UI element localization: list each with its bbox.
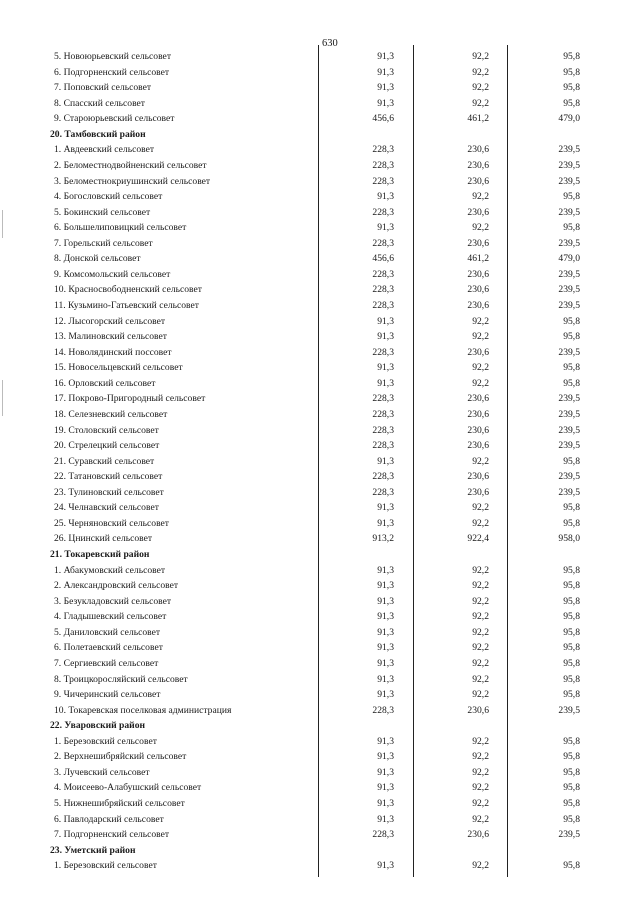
row-name: 13. Малиновский сельсовет <box>54 331 167 343</box>
table-row <box>0 438 640 454</box>
value-col-1: 228,3 <box>372 175 394 187</box>
row-name: 22. Татановский сельсовет <box>54 471 163 483</box>
row-name: 8. Спасский сельсовет <box>54 97 146 109</box>
row-name: 21. Суравский сельсовет <box>54 455 155 467</box>
row-name: 8. Троицкоросляйский сельсовет <box>54 673 188 685</box>
value-col-3: 239,5 <box>558 440 580 452</box>
row-name: 5. Нижнешибряйский сельсовет <box>54 798 185 809</box>
value-col-1: 91,3 <box>377 766 394 778</box>
value-col-1: 91,3 <box>377 782 394 794</box>
table-row <box>0 780 640 796</box>
value-col-3: 239,5 <box>558 268 580 280</box>
value-col-3: 239,5 <box>558 206 580 218</box>
value-col-3: 95,8 <box>563 51 580 62</box>
row-name: 21. Токаревский район <box>50 549 150 560</box>
value-col-2: 230,6 <box>467 471 489 483</box>
value-col-2: 92,2 <box>472 191 489 203</box>
value-col-1: 228,3 <box>372 284 394 296</box>
row-name: 9. Староюрьевский сельсовет <box>54 113 175 125</box>
value-col-2: 92,2 <box>472 673 489 685</box>
row-name: 17. Покрово-Пригородный сельсовет <box>54 393 206 405</box>
value-col-1: 228,3 <box>372 829 394 841</box>
row-name: 5. Новоюрьевский сельсовет <box>54 51 172 62</box>
value-col-3: 239,5 <box>558 486 580 498</box>
value-col-1: 228,3 <box>372 300 394 311</box>
value-col-1: 228,3 <box>372 440 394 452</box>
row-name: 5. Даниловский сельсовет <box>54 626 161 638</box>
value-col-3: 239,5 <box>558 393 580 405</box>
value-col-2: 92,2 <box>472 689 489 701</box>
district-header-row <box>0 547 640 563</box>
row-name: 6. Павлодарский сельсовет <box>54 813 164 825</box>
value-col-3: 95,8 <box>563 331 580 343</box>
value-col-2: 92,2 <box>472 377 489 389</box>
value-col-2: 92,2 <box>472 611 489 623</box>
value-col-2: 461,2 <box>467 253 489 265</box>
allocation-table <box>0 49 640 874</box>
value-col-1: 228,3 <box>372 424 394 436</box>
value-col-2: 92,2 <box>472 362 489 374</box>
value-col-2: 92,2 <box>472 97 489 109</box>
value-col-1: 228,3 <box>372 408 394 420</box>
table-row <box>0 703 640 719</box>
table-row <box>0 236 640 252</box>
value-col-3: 95,8 <box>563 735 580 747</box>
value-col-1: 91,3 <box>377 51 394 62</box>
value-col-1: 91,3 <box>377 377 394 389</box>
row-name: 3. Безукладовский сельсовет <box>54 595 172 607</box>
value-col-2: 92,2 <box>472 657 489 669</box>
table-row <box>0 578 640 594</box>
table-row <box>0 267 640 283</box>
value-col-2: 230,6 <box>467 144 489 156</box>
table-row <box>0 220 640 236</box>
value-col-1: 228,3 <box>372 346 394 358</box>
value-col-1: 91,3 <box>377 97 394 109</box>
table-row <box>0 500 640 516</box>
table-row <box>0 656 640 672</box>
row-name: 3. Лучевский сельсовет <box>54 766 150 778</box>
value-col-3: 239,5 <box>558 424 580 436</box>
table-row <box>0 531 640 547</box>
value-col-2: 230,6 <box>467 300 489 311</box>
value-col-1: 228,3 <box>372 486 394 498</box>
value-col-1: 228,3 <box>372 237 394 249</box>
value-col-3: 239,5 <box>558 704 580 716</box>
value-col-2: 92,2 <box>472 798 489 809</box>
value-col-1: 91,3 <box>377 611 394 623</box>
value-col-1: 91,3 <box>377 191 394 203</box>
value-col-1: 456,6 <box>372 113 394 125</box>
value-col-1: 456,6 <box>372 253 394 265</box>
row-name: 6. Подгорненский сельсовет <box>54 66 170 78</box>
value-col-2: 92,2 <box>472 735 489 747</box>
value-col-3: 95,8 <box>563 595 580 607</box>
value-col-2: 92,2 <box>472 642 489 654</box>
value-col-3: 95,8 <box>563 66 580 78</box>
value-col-3: 95,8 <box>563 751 580 763</box>
value-col-2: 92,2 <box>472 51 489 62</box>
value-col-1: 91,3 <box>377 595 394 607</box>
row-name: 8. Донской сельсовет <box>54 253 141 265</box>
row-name: 4. Богословский сельсовет <box>54 191 163 203</box>
table-row <box>0 827 640 843</box>
row-name: 4. Моисеево-Алабушский сельсовет <box>54 782 202 794</box>
value-col-2: 230,6 <box>467 268 489 280</box>
value-col-2: 92,2 <box>472 455 489 467</box>
value-col-3: 95,8 <box>563 362 580 374</box>
row-name: 9. Чичеринский сельсовет <box>54 689 161 701</box>
row-name: 10. Красносвободненский сельсовет <box>54 284 202 296</box>
row-name: 7. Сергиевский сельсовет <box>54 657 159 669</box>
value-col-2: 230,6 <box>467 829 489 841</box>
table-row <box>0 563 640 579</box>
value-col-2: 92,2 <box>472 766 489 778</box>
table-row <box>0 858 640 874</box>
value-col-1: 91,3 <box>377 362 394 374</box>
table-row <box>0 516 640 532</box>
table-row <box>0 49 640 65</box>
value-col-3: 95,8 <box>563 97 580 109</box>
value-col-1: 228,3 <box>372 206 394 218</box>
table-row <box>0 314 640 330</box>
row-name: 10. Токаревская поселковая администрация <box>54 704 232 716</box>
value-col-1: 91,3 <box>377 222 394 234</box>
row-name: 25. Черняновский сельсовет <box>54 517 169 529</box>
value-col-3: 479,0 <box>558 113 580 125</box>
table-row <box>0 812 640 828</box>
value-col-1: 91,3 <box>377 82 394 94</box>
table-row <box>0 65 640 81</box>
value-col-2: 92,2 <box>472 813 489 825</box>
row-name: 16. Орловский сельсовет <box>54 377 156 389</box>
value-col-2: 230,6 <box>467 424 489 436</box>
value-col-1: 91,3 <box>377 860 394 872</box>
row-name: 9. Комсомольский сельсовет <box>54 268 171 280</box>
table-row <box>0 640 640 656</box>
value-col-3: 239,5 <box>558 237 580 249</box>
value-col-3: 95,8 <box>563 564 580 576</box>
value-col-3: 95,8 <box>563 689 580 701</box>
table-row <box>0 765 640 781</box>
value-col-3: 95,8 <box>563 860 580 872</box>
value-col-1: 91,3 <box>377 813 394 825</box>
table-row <box>0 485 640 501</box>
value-col-1: 91,3 <box>377 502 394 514</box>
value-col-1: 91,3 <box>377 626 394 638</box>
value-col-3: 95,8 <box>563 766 580 778</box>
value-col-3: 95,8 <box>563 222 580 234</box>
table-row <box>0 469 640 485</box>
value-col-2: 92,2 <box>472 66 489 78</box>
value-col-3: 239,5 <box>558 471 580 483</box>
value-col-1: 228,3 <box>372 704 394 716</box>
value-col-3: 95,8 <box>563 315 580 327</box>
value-col-3: 239,5 <box>558 829 580 841</box>
value-col-2: 230,6 <box>467 393 489 405</box>
value-col-3: 95,8 <box>563 517 580 529</box>
value-col-3: 95,8 <box>563 611 580 623</box>
row-name: 20. Тамбовский район <box>50 128 146 140</box>
value-col-1: 228,3 <box>372 268 394 280</box>
row-name: 11. Кузьмино-Гатьевский сельсовет <box>54 300 199 311</box>
value-col-3: 479,0 <box>558 253 580 265</box>
row-name: 7. Поповский сельсовет <box>54 82 152 94</box>
table-row <box>0 672 640 688</box>
value-col-1: 91,3 <box>377 798 394 809</box>
value-col-3: 239,5 <box>558 300 580 311</box>
value-col-3: 95,8 <box>563 377 580 389</box>
value-col-1: 91,3 <box>377 315 394 327</box>
value-col-2: 92,2 <box>472 626 489 638</box>
page-number: 630 <box>322 38 338 49</box>
row-name: 24. Челнавский сельсовет <box>54 502 159 514</box>
row-name: 7. Подгорненский сельсовет <box>54 829 170 841</box>
value-col-2: 92,2 <box>472 331 489 343</box>
row-name: 7. Горельский сельсовет <box>54 237 153 249</box>
value-col-2: 92,2 <box>472 502 489 514</box>
row-name: 23. Тулиновский сельсовет <box>54 486 164 498</box>
row-name: 2. Александровский сельсовет <box>54 580 179 592</box>
table-row <box>0 454 640 470</box>
table-row <box>0 687 640 703</box>
row-name: 12. Лысогорский сельсовет <box>54 315 166 327</box>
value-col-2: 230,6 <box>467 159 489 171</box>
value-col-3: 95,8 <box>563 82 580 94</box>
table-row <box>0 376 640 392</box>
value-col-1: 91,3 <box>377 751 394 763</box>
row-name: 1. Абакумовский сельсовет <box>54 564 166 576</box>
value-col-1: 91,3 <box>377 331 394 343</box>
value-col-3: 95,8 <box>563 191 580 203</box>
table-row <box>0 345 640 361</box>
value-col-2: 92,2 <box>472 595 489 607</box>
value-col-1: 91,3 <box>377 642 394 654</box>
value-col-2: 922,4 <box>467 533 489 545</box>
row-name: 1. Березовский сельсовет <box>54 735 157 747</box>
value-col-1: 91,3 <box>377 580 394 592</box>
district-header-row <box>0 127 640 143</box>
value-col-1: 91,3 <box>377 564 394 576</box>
table-row <box>0 329 640 345</box>
value-col-2: 230,6 <box>467 704 489 716</box>
row-name: 2. Беломестнодвойненский сельсовет <box>54 159 207 171</box>
table-row <box>0 423 640 439</box>
value-col-1: 228,3 <box>372 159 394 171</box>
value-col-1: 91,3 <box>377 657 394 669</box>
value-col-2: 92,2 <box>472 517 489 529</box>
value-col-2: 230,6 <box>467 440 489 452</box>
row-name: 26. Цнинский сельсовет <box>54 533 153 545</box>
table-row <box>0 205 640 221</box>
value-col-1: 91,3 <box>377 735 394 747</box>
row-name: 3. Беломестнокриушинский сельсовет <box>54 175 211 187</box>
table-row <box>0 796 640 812</box>
value-col-3: 95,8 <box>563 798 580 809</box>
row-name: 2. Верхнешибряйский сельсовет <box>54 751 187 763</box>
value-col-1: 91,3 <box>377 66 394 78</box>
value-col-2: 92,2 <box>472 860 489 872</box>
row-name: 14. Новолядинский поссовет <box>54 346 172 358</box>
value-col-2: 230,6 <box>467 284 489 296</box>
row-name: 6. Большелиповицкий сельсовет <box>54 222 187 234</box>
table-row <box>0 391 640 407</box>
district-header-row <box>0 843 640 859</box>
table-row <box>0 749 640 765</box>
table-row <box>0 80 640 96</box>
value-col-3: 95,8 <box>563 642 580 654</box>
table-row <box>0 189 640 205</box>
value-col-3: 239,5 <box>558 408 580 420</box>
value-col-2: 92,2 <box>472 82 489 94</box>
value-col-1: 91,3 <box>377 689 394 701</box>
value-col-3: 239,5 <box>558 346 580 358</box>
row-name: 15. Новосельцевский сельсовет <box>54 362 183 374</box>
value-col-3: 239,5 <box>558 175 580 187</box>
value-col-2: 92,2 <box>472 580 489 592</box>
table-row <box>0 594 640 610</box>
value-col-1: 228,3 <box>372 471 394 483</box>
value-col-2: 92,2 <box>472 222 489 234</box>
table-row <box>0 174 640 190</box>
value-col-2: 92,2 <box>472 782 489 794</box>
value-col-2: 230,6 <box>467 206 489 218</box>
table-row <box>0 158 640 174</box>
table-row <box>0 625 640 641</box>
value-col-1: 91,3 <box>377 517 394 529</box>
value-col-1: 228,3 <box>372 393 394 405</box>
row-name: 1. Березовский сельсовет <box>54 860 157 872</box>
row-name: 20. Стрелецкий сельсовет <box>54 440 160 452</box>
value-col-3: 958,0 <box>558 533 580 545</box>
table-row <box>0 609 640 625</box>
row-name: 1. Авдеевский сельсовет <box>54 144 155 156</box>
value-col-3: 95,8 <box>563 626 580 638</box>
row-name: 18. Селезневский сельсовет <box>54 408 168 420</box>
value-col-2: 92,2 <box>472 315 489 327</box>
row-name: 5. Бокинский сельсовет <box>54 206 151 218</box>
value-col-2: 230,6 <box>467 486 489 498</box>
value-col-2: 92,2 <box>472 751 489 763</box>
table-row <box>0 734 640 750</box>
table-row <box>0 360 640 376</box>
value-col-1: 913,2 <box>372 533 394 545</box>
value-col-2: 230,6 <box>467 408 489 420</box>
value-col-1: 91,3 <box>377 673 394 685</box>
value-col-3: 239,5 <box>558 159 580 171</box>
value-col-3: 239,5 <box>558 284 580 296</box>
row-name: 19. Столовский сельсовет <box>54 424 159 436</box>
value-col-3: 239,5 <box>558 144 580 156</box>
value-col-3: 95,8 <box>563 455 580 467</box>
value-col-3: 95,8 <box>563 657 580 669</box>
table-row <box>0 111 640 127</box>
value-col-1: 91,3 <box>377 455 394 467</box>
value-col-3: 95,8 <box>563 782 580 794</box>
value-col-3: 95,8 <box>563 580 580 592</box>
value-col-3: 95,8 <box>563 673 580 685</box>
table-row <box>0 407 640 423</box>
value-col-2: 461,2 <box>467 113 489 125</box>
table-row <box>0 298 640 314</box>
row-name: 6. Полетаевский сельсовет <box>54 642 163 654</box>
value-col-2: 230,6 <box>467 346 489 358</box>
table-row <box>0 251 640 267</box>
value-col-2: 230,6 <box>467 175 489 187</box>
district-header-row <box>0 718 640 734</box>
row-name: 23. Уметский район <box>50 844 136 856</box>
value-col-3: 95,8 <box>563 813 580 825</box>
value-col-2: 92,2 <box>472 564 489 576</box>
table-row <box>0 282 640 298</box>
value-col-2: 230,6 <box>467 237 489 249</box>
value-col-3: 95,8 <box>563 502 580 514</box>
value-col-1: 228,3 <box>372 144 394 156</box>
table-row <box>0 96 640 112</box>
row-name: 4. Гладышевский сельсовет <box>54 611 167 623</box>
table-row <box>0 142 640 158</box>
row-name: 22. Уваровский район <box>50 720 146 732</box>
